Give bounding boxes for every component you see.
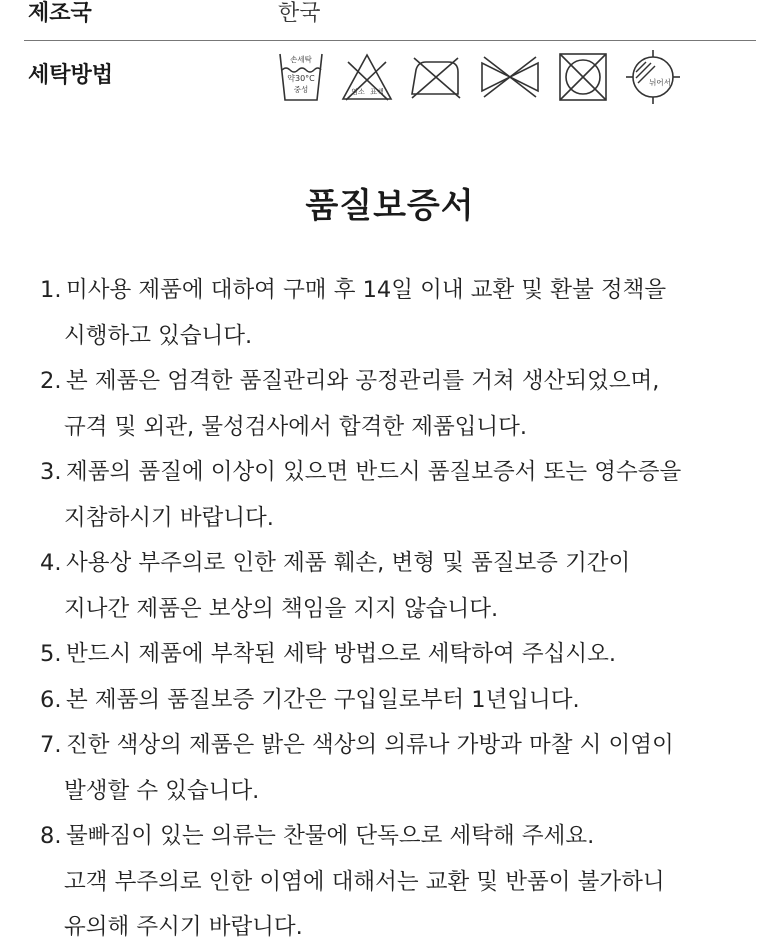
list-item-continuation: 고객 부주의로 인한 이염에 대해서는 교환 및 반품이 불가하니 xyxy=(64,868,665,895)
hand-wash-icon xyxy=(276,48,326,106)
list-item-text: 사용상 부주의로 인한 제품 훼손, 변형 및 품질보증 기간이 xyxy=(66,550,631,576)
list-item-continuation: 유의해 주시기 바랍니다. xyxy=(64,914,303,940)
hand-wash-text-2: 약30°C xyxy=(287,74,315,83)
list-item-first-line xyxy=(40,450,770,496)
list-item-continuation: 시행하고 있습니다. xyxy=(64,322,253,349)
list-item-text: 본 제품은 엄격한 품질관리와 공정관리를 거쳐 생산되었으며, xyxy=(66,368,660,394)
no-bleach-text-2: 표백 xyxy=(370,88,384,96)
list-item-text: 물빠짐이 있는 의류는 찬물에 단독으로 세탁해 주세요. xyxy=(66,823,595,849)
list-item-number: 2. xyxy=(40,368,62,394)
hand-wash-text-1: 손세탁 xyxy=(290,55,312,64)
list-item xyxy=(40,814,770,951)
list-item xyxy=(40,723,770,814)
list-item-number: 5. xyxy=(40,641,62,667)
list-item-text: 미사용 제품에 대하여 구매 후 14일 이내 교환 및 환불 정책을 xyxy=(66,277,667,303)
origin-label: 제조국 xyxy=(28,1,92,26)
list-item-number: 3. xyxy=(40,459,62,485)
list-item-continuation: 지나간 제품은 보상의 책임을 지지 않습니다. xyxy=(64,595,499,622)
list-item-text: 진한 색상의 제품은 밝은 색상의 의류나 가방과 마찰 시 이염이 xyxy=(66,732,674,758)
list-item-first-line xyxy=(40,814,770,860)
hand-wash-text-3: 중성 xyxy=(293,85,309,94)
list-item-continuation: 발생할 수 있습니다. xyxy=(64,777,260,804)
list-item xyxy=(40,632,770,678)
line-dry-shade-icon xyxy=(624,48,682,106)
list-item-continuation: 지참하시기 바랍니다. xyxy=(64,504,274,531)
list-item-first-line xyxy=(40,632,770,678)
list-item-number: 7. xyxy=(40,732,62,758)
warranty-list xyxy=(40,268,770,951)
list-item-first-line xyxy=(40,723,770,769)
no-bleach-icon xyxy=(340,50,394,104)
list-item-first-line xyxy=(40,359,770,405)
list-item-first-line xyxy=(40,268,770,314)
origin-value: 한국 xyxy=(278,1,321,26)
no-tumble-dry-icon xyxy=(556,50,610,104)
list-item-number: 4. xyxy=(40,550,62,576)
no-bleach-text-1: 염소 xyxy=(351,88,365,96)
line-dry-text: 뉘어서 xyxy=(649,78,671,87)
list-item xyxy=(40,678,770,724)
list-item-text: 반드시 제품에 부착된 세탁 방법으로 세탁하여 주십시오. xyxy=(66,641,616,667)
list-item-number: 6. xyxy=(40,686,62,713)
list-item xyxy=(40,541,770,632)
list-item-continuation: 규격 및 외관, 물성검사에서 합격한 제품입니다. xyxy=(64,413,528,440)
list-item-text: 제품의 품질에 이상이 있으면 반드시 품질보증서 또는 영수증을 xyxy=(66,459,682,485)
list-item xyxy=(40,450,770,541)
list-item-first-line xyxy=(40,541,770,587)
list-item-number: 1. xyxy=(40,277,62,303)
warranty-title: 품질보증서 xyxy=(305,186,475,226)
list-item-number: 8. xyxy=(40,823,62,849)
no-iron-icon xyxy=(408,52,464,102)
list-item-text: 본 제품의 품질보증 기간은 구입일로부터 1년입니다. xyxy=(66,686,580,713)
care-icons xyxy=(276,46,682,108)
divider xyxy=(24,40,756,41)
list-item-first-line xyxy=(40,678,770,724)
care-label: 세탁방법 xyxy=(28,63,114,88)
list-item xyxy=(40,268,770,359)
list-item xyxy=(40,359,770,450)
no-dry-clean-icon xyxy=(478,53,542,101)
